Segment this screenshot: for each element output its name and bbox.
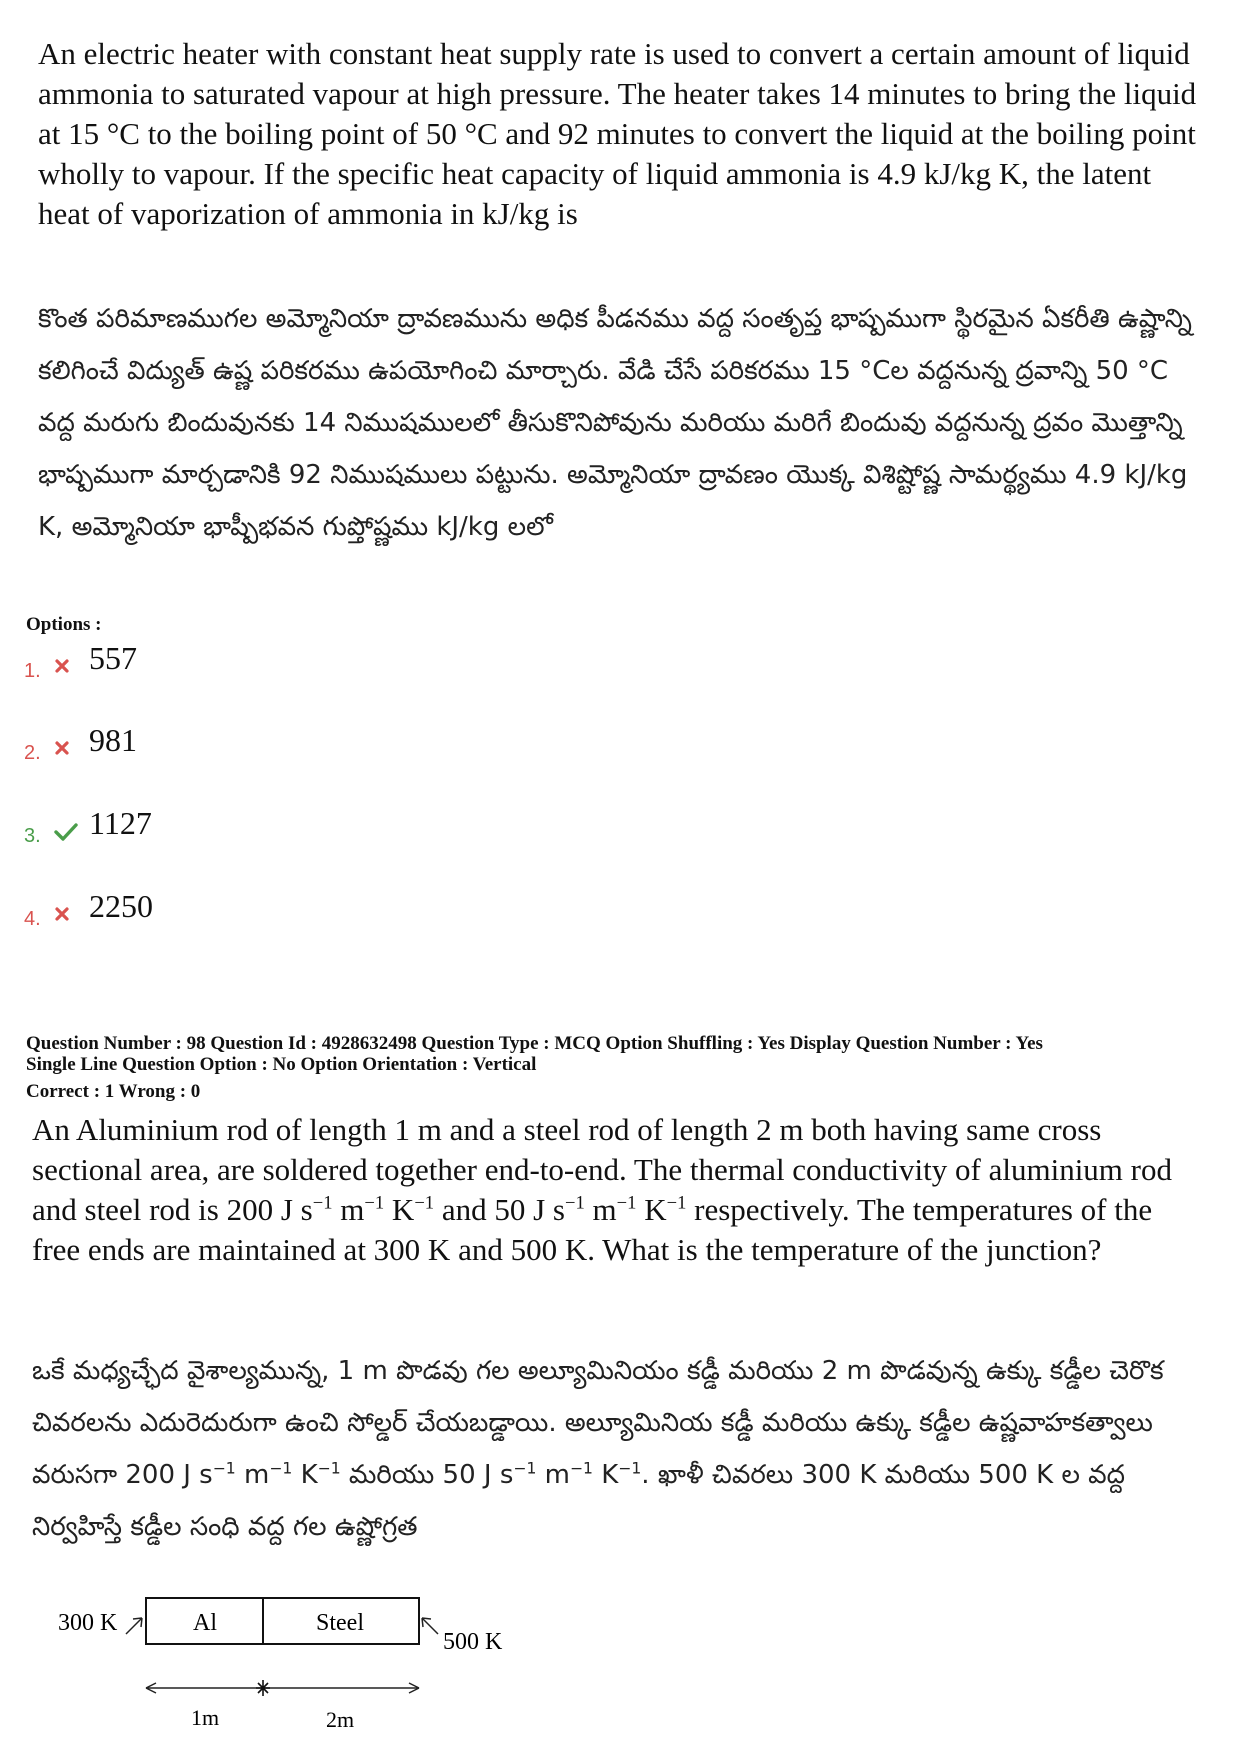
rod-diagram (50, 1590, 550, 1750)
text: m (536, 1460, 570, 1490)
left-temp-label: 300 K (58, 1610, 118, 1636)
question-2-telugu (32, 1345, 1202, 1553)
text: . ఖాళీ చివరలు 300 K మరియు 500 K ల వద్ద నిర్వహిస్తే కడ్డీల సంధి వద్ద గల ఉష్ణోగ్రత (32, 1460, 1126, 1542)
option-value: 1127 (89, 805, 152, 841)
superscript: −1 (513, 1459, 537, 1478)
option-number: 2. (24, 742, 41, 764)
superscript: −1 (312, 1192, 333, 1214)
steel-label: Steel (316, 1610, 364, 1636)
option-number: 1. (24, 660, 41, 682)
right-arrow-icon (422, 1618, 438, 1634)
junction-star-icon (256, 1680, 270, 1696)
superscript: −1 (212, 1459, 236, 1478)
question-1-english: An electric heater with constant heat supply rate is used to convert a certain amount of liquid ammonia to saturated vapour at high pressure. The heater takes 14 minutes to bring the liquid at 15 °C to the boiling point of 50 °C and 92 minutes to convert the liquid at the boiling point wholly to vapour. If the specific heat capacity of liquid ammonia is 4.9 kJ/kg K, the latent heat of vaporization of ammonia in kJ/kg is (38, 36, 1197, 231)
aluminium-label: Al (193, 1610, 217, 1636)
cross-icon (54, 658, 70, 679)
option-number: 4. (24, 908, 41, 930)
superscript: −1 (269, 1459, 293, 1478)
option-value: 557 (89, 640, 137, 676)
option-number: 3. (24, 825, 41, 847)
question-1-telugu: కొంత పరిమాణముగల అమ్మోనియా ద్రావణమును అధిక పీడనము వద్ద సంతృప్త భాష్పముగా స్థిరమైన ఏకరీతి ఉష్ణాన్ని కలిగించే విద్యుత్ ఉష్ణ పరికరము ఉపయోగించి మార్చారు. వేడి చేసే పరికరము 15 °Cల వద్దనున్న ద్రవాన్ని 50 °C వద్ద మరుగు బిందువునకు 14 నిముషములలో తీసుకొనిపోవును మరియు మరిగే బిందువు వద్దనున్న ద్రవం మొత్తాన్ని భాష్పముగా మార్చడానికి 92 నిముషములు పట్టును. అమ్మోనియా ద్రావణం యొక్క విశిష్టోష్ణ సామర్థ్యము 4.9 kJ/kg K, అమ్మోనియా భాష్పీభవన గుప్తోష్ణము kJ/kg లలో (38, 304, 1192, 542)
option-value: 2250 (89, 888, 153, 924)
meta-line-3: Correct : 1 Wrong : 0 (26, 1081, 201, 1102)
cross-icon (54, 906, 70, 927)
text: K (592, 1460, 619, 1490)
text: m (584, 1192, 617, 1227)
steel-length: 2m (325, 1707, 355, 1732)
text: K (384, 1192, 415, 1227)
text: and 50 J s (434, 1192, 565, 1227)
question-2-english (32, 1110, 1202, 1270)
cross-icon (54, 740, 70, 761)
superscript: −1 (565, 1192, 585, 1214)
text: K (292, 1460, 318, 1490)
question-meta (26, 1033, 1043, 1102)
text: An Aluminium rod of length 1 m and a steel rod of length 2 m both having same cross sectional area, are soldered together end-to-end. The thermal conductivity of aluminium rod and steel rod is 200 J s (32, 1112, 1172, 1227)
text: respectively. The temperatures of the free ends are maintained at 300 K and 500 K. What is the temperature of the junction? (32, 1192, 1153, 1267)
left-arrow-icon (126, 1618, 142, 1634)
superscript: −1 (618, 1459, 642, 1478)
text: మరియు 50 J s (340, 1460, 514, 1490)
aluminium-length: 1m (190, 1705, 220, 1730)
superscript: −1 (364, 1192, 385, 1214)
text: m (235, 1460, 270, 1490)
superscript: −1 (569, 1459, 593, 1478)
text: ఒకే మధ్యచ్ఛేద వైశాల్యమున్న, 1 m పొడవు గల అల్యూమినియం కడ్డీ మరియు 2 m పొడవున్న ఉక్కు కడ్డీల చెరొక చివరలను ఎదురెదురుగా ఉంచి సోల్డర్ చేయబడ్డాయి. అల్యూమినియ కడ్డీ మరియు ఉక్కు కడ్డీల ఉష్ణవాహకత్వాలు వరుసగా 200 J s (32, 1356, 1164, 1490)
superscript: −1 (317, 1459, 341, 1478)
superscript: −1 (666, 1192, 687, 1214)
meta-line-1: Question Number : 98 Question Id : 4928632498 Question Type : MCQ Option Shuffling : Yes Display Question Number : Yes (26, 1033, 1043, 1054)
superscript: −1 (616, 1192, 637, 1214)
right-temp-label: 500 K (443, 1629, 503, 1655)
text: K (636, 1192, 667, 1227)
superscript: −1 (414, 1192, 435, 1214)
meta-line-2: Single Line Question Option : No Option Orientation : Vertical (26, 1054, 537, 1075)
check-icon (54, 823, 78, 846)
rod-outline (146, 1598, 419, 1644)
option-value: 981 (89, 722, 137, 758)
text: m (332, 1192, 365, 1227)
options-title: Options : (26, 614, 102, 635)
